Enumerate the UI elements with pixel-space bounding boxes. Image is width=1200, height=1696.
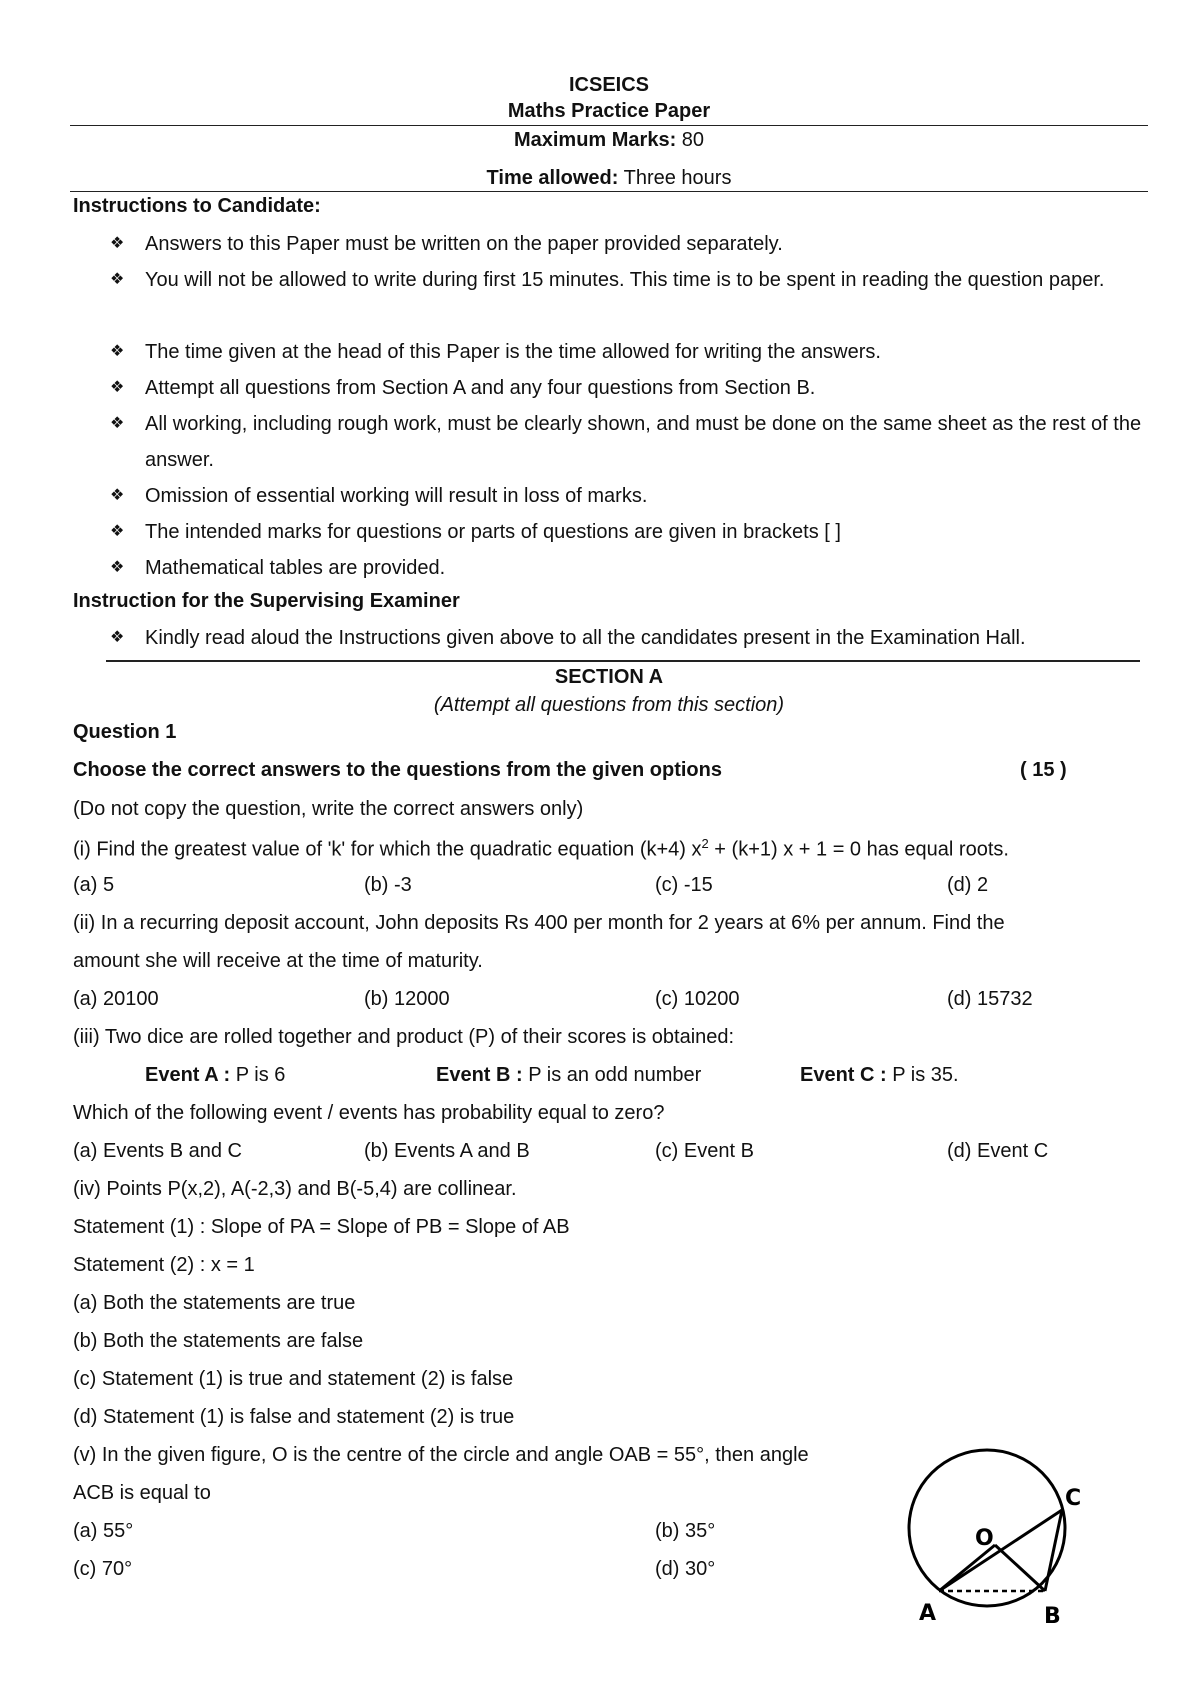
label-b: B (1044, 1604, 1061, 1625)
option: (b) Events A and B (364, 1140, 530, 1162)
segment-ac (939, 1510, 1062, 1591)
option: (d) 15732 (947, 988, 1033, 1010)
subquestion-4-line1: (iv) Points P(x,2), A(-2,3) and B(-5,4) are collinear. (73, 1178, 517, 1200)
section-title: SECTION A (554, 666, 664, 688)
supervisor-item: ❖ Kindly read aloud the Instructions given above to all the candidates present in the Examination Hall. (110, 620, 1155, 656)
option: (b) Both the statements are false (73, 1330, 364, 1352)
subquestion-2-line1: (ii) In a recurring deposit account, John deposits Rs 400 per month for 2 years at 6% per annum. Find the (73, 912, 1005, 934)
diamond-bullet-icon: ❖ (110, 235, 125, 252)
instruction-item: ❖ All working, including rough work, must be clearly shown, and must be done on the same sheet as the rest of the answer. (110, 406, 1155, 478)
header-rule-top (70, 125, 1148, 126)
option: (d) Event C (947, 1140, 1049, 1162)
instruction-item: ❖ Mathematical tables are provided. (110, 550, 1155, 586)
diamond-bullet-icon: ❖ (110, 271, 125, 288)
header-rule-bottom (70, 191, 1148, 192)
segment-bc (1045, 1510, 1062, 1591)
option: (c) Event B (655, 1140, 754, 1162)
time-value: Three hours (623, 167, 732, 189)
diamond-bullet-icon: ❖ (110, 629, 125, 646)
supervisor-title: Instruction for the Supervising Examiner (73, 590, 460, 612)
option: (c) -15 (655, 874, 713, 896)
instruction-item: ❖ You will not be allowed to write during first 15 minutes. This time is to be spent in reading the question paper. (110, 262, 1155, 298)
event-a: Event A : P is 6 (145, 1064, 286, 1086)
section-rule (106, 660, 1140, 662)
label-c: C (1065, 1486, 1082, 1511)
segment-ob (995, 1545, 1045, 1591)
max-marks-label: Maximum Marks: (513, 129, 677, 151)
option: (d) Statement (1) is false and statement (2) is true (73, 1406, 515, 1428)
instruction-item: ❖ Omission of essential working will result in loss of marks. (110, 478, 1155, 514)
instructions-title: Instructions to Candidate: (73, 195, 321, 217)
option: (a) 20100 (73, 988, 159, 1010)
option: (b) -3 (364, 874, 412, 896)
option: (c) 70° (73, 1558, 133, 1580)
subquestion-2-line2: amount she will receive at the time of maturity. (73, 950, 483, 972)
org-name: ICSEICS (568, 74, 650, 96)
diamond-bullet-icon: ❖ (110, 559, 125, 576)
option: (b) 12000 (364, 988, 450, 1010)
statement-2: Statement (2) : x = 1 (73, 1254, 255, 1276)
time-label: Time allowed: (486, 167, 619, 189)
label-o: O (975, 1526, 994, 1551)
event-c: Event C : P is 35. (800, 1064, 959, 1086)
subquestion-5-line1: (v) In the given figure, O is the centre of the circle and angle OAB = 55°, then angle (73, 1444, 809, 1466)
instruction-item: ❖ Attempt all questions from Section A and any four questions from Section B. (110, 370, 1155, 406)
question-title: Question 1 (73, 721, 177, 743)
subquestion-5-line2: ACB is equal to (73, 1482, 211, 1504)
question-marks: ( 15 ) (1020, 759, 1067, 781)
instruction-item: ❖ The time given at the head of this Paper is the time allowed for writing the answers. (110, 334, 1155, 370)
circle-figure (905, 1445, 1095, 1625)
diamond-bullet-icon: ❖ (110, 379, 125, 396)
time-allowed (70, 167, 1148, 190)
option: (a) 5 (73, 874, 115, 896)
diamond-bullet-icon: ❖ (110, 415, 125, 432)
label-a: A (919, 1601, 937, 1625)
option: (c) 10200 (655, 988, 740, 1010)
diamond-bullet-icon: ❖ (110, 487, 125, 504)
instruction-item: ❖ The intended marks for questions or parts of questions are given in brackets [ ] (110, 514, 1155, 550)
option: (a) Both the statements are true (73, 1292, 356, 1314)
option: (d) 30° (655, 1558, 716, 1580)
option: (a) Events B and C (73, 1140, 242, 1162)
event-b: Event B : P is an odd number (436, 1064, 702, 1086)
diamond-bullet-icon: ❖ (110, 523, 125, 540)
question-prompt: Choose the correct answers to the questions from the given options (73, 759, 722, 781)
paper-title: Maths Practice Paper (507, 100, 711, 122)
subquestion-3-line1: (iii) Two dice are rolled together and product (P) of their scores is obtained: (73, 1026, 735, 1048)
subquestion-1: (i) Find the greatest value of 'k' for which the quadratic equation (k+4) $x^2 + (k+1) x + 1 = 0$ has equal roots. (73, 836, 1009, 861)
instruction-item: ❖ Answers to this Paper must be written on the paper provided separately. (110, 226, 1155, 262)
option: (b) 35° (655, 1520, 716, 1542)
section-subtitle: (Attempt all questions from this section) (433, 694, 785, 716)
max-marks-value: 80 (681, 129, 705, 151)
subquestion-3-line2: Which of the following event / events has probability equal to zero? (73, 1102, 665, 1124)
max-marks (70, 129, 1148, 152)
option: (d) 2 (947, 874, 989, 896)
option: (a) 55° (73, 1520, 134, 1542)
statement-1: Statement (1) : Slope of PA = Slope of PB = Slope of AB (73, 1216, 570, 1238)
question-note: (Do not copy the question, write the correct answers only) (73, 798, 584, 820)
diamond-bullet-icon: ❖ (110, 343, 125, 360)
option: (c) Statement (1) is true and statement (2) is false (73, 1368, 514, 1390)
